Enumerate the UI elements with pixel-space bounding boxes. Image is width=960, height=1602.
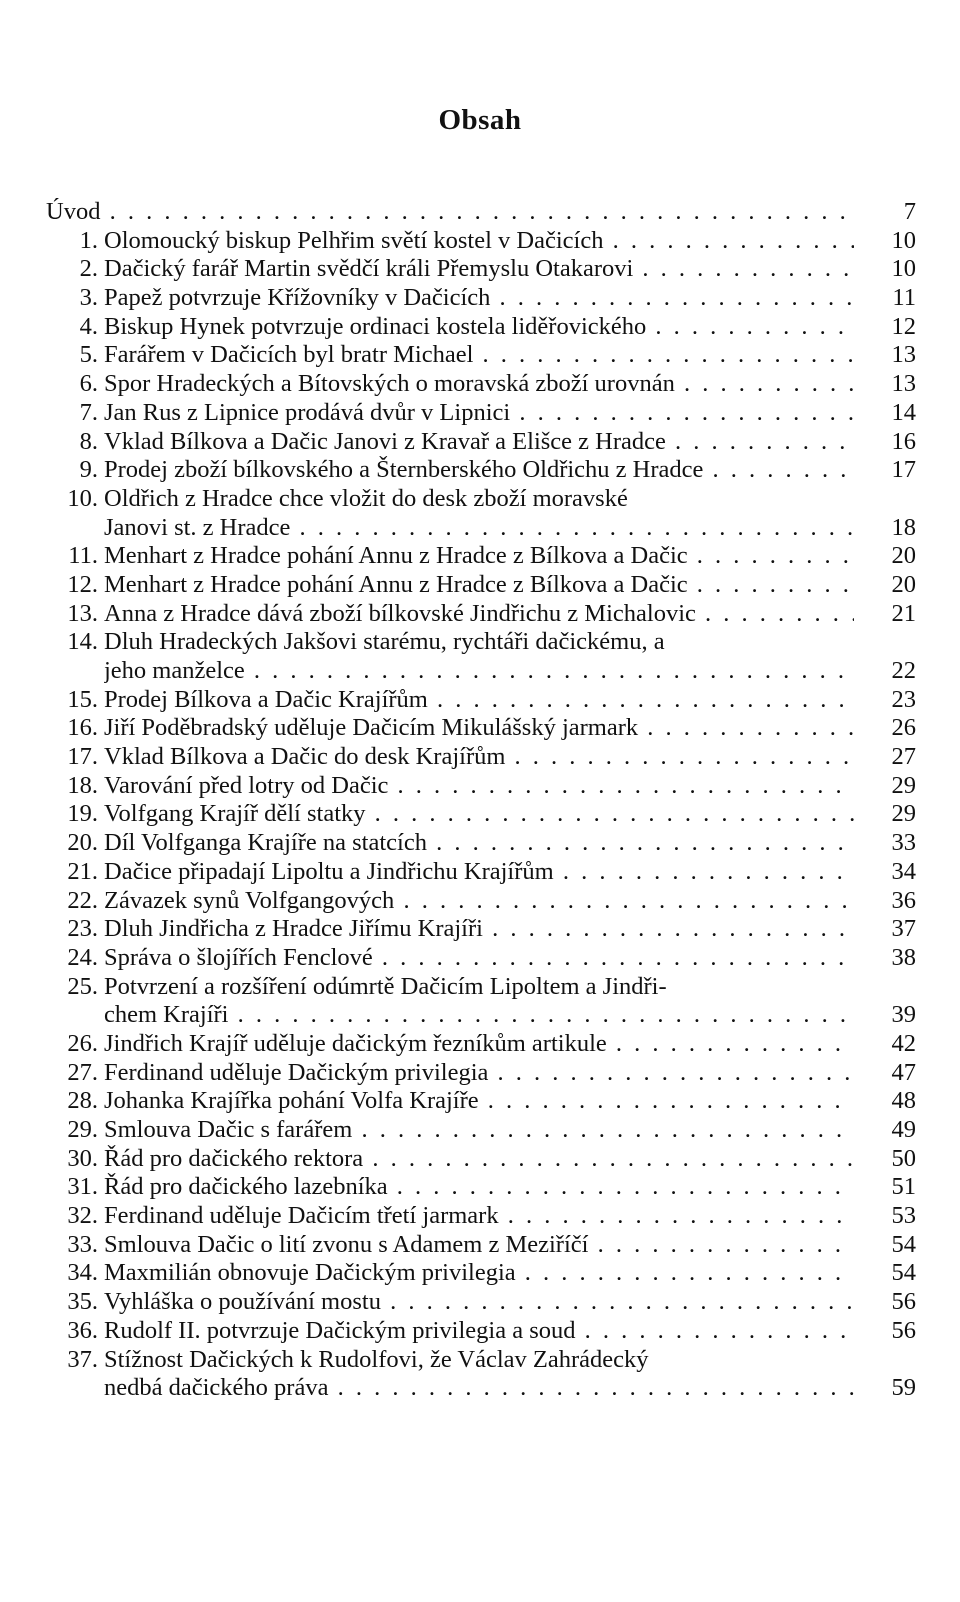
entry-page-number: 29	[891, 771, 916, 799]
entry-page-number: 16	[891, 427, 916, 455]
toc-entry	[46, 686, 916, 715]
entry-number: 12.	[67, 570, 98, 598]
entry-page-number: 13	[891, 370, 916, 398]
toc-entry	[46, 800, 916, 829]
toc-entry	[46, 944, 916, 973]
entry-title: Johanka Krajířka pohání Volfa Krajíře . . .	[104, 1087, 854, 1116]
toc-entry	[46, 1231, 916, 1260]
entry-title: Dluh Jindřicha z Hradce Jiřímu Krajíři . . .	[104, 915, 854, 944]
entry-number: 31.	[67, 1173, 98, 1201]
entry-page-number: 21	[891, 599, 916, 627]
toc-entry	[46, 227, 916, 256]
entry-page-number: 12	[891, 312, 916, 340]
toc-entry	[46, 542, 916, 571]
entry-page-number: 47	[891, 1058, 916, 1086]
entry-number: 21.	[67, 857, 98, 885]
entry-page-number: 54	[891, 1230, 916, 1258]
entry-page-number: 36	[891, 886, 916, 914]
entry-number: 25.	[67, 972, 98, 1000]
entry-number: 3.	[79, 284, 98, 312]
entry-page-number: 17	[891, 456, 916, 484]
entry-title: Smlouva Dačic o lití zvonu s Adamem z Meziříčí . . .	[104, 1231, 854, 1260]
entry-title: Oldřich z Hradce chce vložit do desk zboží moravské	[104, 484, 628, 512]
entry-page-number: 54	[891, 1259, 916, 1287]
entry-title: Díl Volfganga Krajíře na statcích . . .	[104, 829, 854, 858]
entry-title: Anna z Hradce dává zboží bílkovské Jindřichu z Michalovic . . .	[104, 600, 854, 629]
entry-page-number: 49	[891, 1116, 916, 1143]
entry-title: chem Krajíři . . .	[104, 1001, 854, 1030]
entry-number: 17.	[67, 743, 98, 771]
entry-title: Vklad Bílkova a Dačic Janovi z Kravař a Elišce z Hradce . . .	[104, 428, 854, 457]
entry-title: Jan Rus z Lipnice prodává dvůr v Lipnici . . .	[104, 399, 854, 428]
entry-title: Papež potvrzuje Křížovníky v Dačicích . . .	[104, 284, 854, 313]
entry-title: Prodej Bílkova a Dačic Krajířům . . .	[104, 686, 854, 715]
entry-number: 7.	[79, 398, 98, 426]
entry-number: 37.	[67, 1345, 98, 1373]
entry-title: Dačice připadají Lipoltu a Jindřichu Krajířům . . .	[104, 858, 854, 887]
entry-page-number: 39	[891, 1001, 916, 1029]
toc-entry	[46, 255, 916, 284]
toc-entry	[46, 973, 916, 1002]
entry-title: Řád pro dačického lazebníka . . .	[104, 1173, 854, 1202]
toc-entry	[46, 1173, 916, 1202]
entry-title: nedbá dačického práva . . .	[104, 1374, 854, 1403]
entry-number: 6.	[79, 370, 98, 398]
toc-entry	[46, 628, 916, 657]
entry-page-number: 56	[891, 1316, 916, 1344]
toc-entry	[46, 858, 916, 887]
entry-number: 22.	[67, 886, 98, 914]
entry-title: Jiří Poděbradský uděluje Dačicím Mikulášský jarmark . . .	[104, 714, 854, 743]
entry-number: 27.	[67, 1058, 98, 1086]
entry-number: 10.	[67, 484, 98, 512]
entry-page-number: 10	[891, 255, 916, 283]
entry-title: Vyhláška o používání mostu . . .	[104, 1288, 854, 1317]
entry-title: Spor Hradeckých a Bítovských o moravská zboží urovnán . . .	[104, 370, 854, 399]
entry-number: 2.	[79, 255, 98, 283]
entry-number: 4.	[79, 312, 98, 340]
entry-number: 20.	[67, 829, 98, 857]
toc-entry	[46, 428, 916, 457]
entry-number: 36.	[67, 1316, 98, 1344]
entry-page-number: 42	[891, 1029, 916, 1057]
entry-number: 24.	[67, 943, 98, 971]
toc-entry	[46, 341, 916, 370]
entry-title: Závazek synů Volfgangových . . .	[104, 887, 854, 916]
entry-number: 30.	[67, 1144, 98, 1172]
entry-number: 23.	[67, 915, 98, 943]
entry-page-number: 23	[891, 685, 916, 713]
entry-title: Olomoucký biskup Pelhřim světí kostel v Dačicích . . .	[104, 227, 854, 256]
entry-title: Řád pro dačického rektora . . .	[104, 1145, 854, 1174]
entry-title: Stížnost Dačických k Rudolfovi, že Václav Zahrádecký	[104, 1345, 649, 1373]
toc-entry	[46, 1346, 916, 1375]
toc-entry	[46, 743, 916, 772]
toc-entry	[46, 1259, 916, 1288]
toc-entry	[46, 1087, 916, 1116]
entry-title: Farářem v Dačicích byl bratr Michael . . .	[104, 341, 854, 370]
entry-title: Dluh Hradeckých Jakšovi starému, rychtáři dačickému, a	[104, 628, 665, 656]
entry-number: 26.	[67, 1029, 98, 1057]
entry-title: jeho manželce . . .	[104, 657, 854, 686]
page-title: Obsah	[438, 104, 522, 136]
toc-entry	[46, 829, 916, 858]
entry-number: 11.	[68, 542, 98, 570]
entry-page-number: 20	[891, 542, 916, 570]
toc-entry	[46, 657, 916, 686]
entry-number: 18.	[67, 771, 98, 799]
entry-number: 34.	[67, 1259, 98, 1287]
entry-number: 15.	[67, 685, 98, 713]
entry-page-number: 7	[903, 198, 916, 225]
toc-entry	[46, 370, 916, 399]
entry-page-number: 33	[891, 829, 916, 857]
toc-entry	[46, 1202, 916, 1231]
entry-page-number: 56	[891, 1288, 916, 1316]
toc-entry	[46, 571, 916, 600]
entry-title: Menhart z Hradce pohání Annu z Hradce z Bílkova a Dačic . . .	[104, 571, 854, 600]
toc-entry	[46, 1059, 916, 1088]
entry-title: Menhart z Hradce pohání Annu z Hradce z Bílkova a Dačic . . .	[104, 542, 854, 571]
entry-page-number: 51	[891, 1173, 916, 1201]
toc-entry	[46, 1001, 916, 1030]
entry-number: 16.	[67, 714, 98, 742]
table-of-contents	[46, 198, 916, 1403]
entry-title: Ferdinand uděluje Dačicím třetí jarmark . . .	[104, 1202, 854, 1231]
toc-entry	[46, 514, 916, 543]
entry-page-number: 37	[891, 915, 916, 943]
entry-title: Jindřich Krajíř uděluje dačickým řezníkům artikule . . .	[104, 1030, 854, 1059]
entry-page-number: 18	[891, 513, 916, 541]
entry-number: 13.	[67, 599, 98, 627]
toc-entry	[46, 399, 916, 428]
entry-title: Ferdinand uděluje Dačickým privilegia . . .	[104, 1059, 854, 1088]
entry-number: 35.	[67, 1288, 98, 1316]
toc-entry	[46, 1145, 916, 1174]
entry-title: Prodej zboží bílkovského a Šternberského Oldřichu z Hradce . . .	[104, 456, 854, 485]
entry-page-number: 26	[891, 714, 916, 742]
toc-entry	[46, 1317, 916, 1346]
toc-entry	[46, 1030, 916, 1059]
entry-number: 33.	[67, 1230, 98, 1258]
entry-page-number: 59	[891, 1374, 916, 1402]
entry-number: 14.	[67, 628, 98, 656]
entry-title: Biskup Hynek potvrzuje ordinaci kostela liděřovického . . .	[104, 313, 854, 342]
toc-entry	[46, 456, 916, 485]
toc-entry	[46, 485, 916, 514]
entry-page-number: 13	[891, 341, 916, 369]
toc-entry	[46, 284, 916, 313]
entry-title: Správa o šlojířích Fenclové . . .	[104, 944, 854, 973]
entry-title: Rudolf II. potvrzuje Dačickým privilegia a soud . . .	[104, 1317, 854, 1346]
entry-page-number: 11	[892, 284, 916, 312]
toc-entry	[46, 313, 916, 342]
entry-number: 19.	[67, 800, 98, 828]
toc-entry	[46, 1374, 916, 1403]
entry-title: Smlouva Dačic s farářem . . .	[104, 1116, 854, 1145]
entry-number: 9.	[79, 456, 98, 484]
entry-title: Vklad Bílkova a Dačic do desk Krajířům . . .	[104, 743, 854, 772]
entry-page-number: 20	[891, 570, 916, 598]
entry-number: 1.	[79, 226, 98, 254]
entry-number: 32.	[67, 1202, 98, 1230]
entry-number: 28.	[67, 1087, 98, 1115]
entry-page-number: 34	[891, 857, 916, 885]
entry-page-number: 14	[891, 398, 916, 426]
entry-title: Maxmilián obnovuje Dačickým privilegia . . .	[104, 1259, 854, 1288]
entry-page-number: 27	[891, 743, 916, 771]
toc-entry	[46, 198, 916, 227]
entry-page-number: 10	[891, 226, 916, 254]
entry-title: Úvod . . .	[46, 198, 854, 227]
entry-number: 8.	[79, 427, 98, 455]
entry-page-number: 38	[891, 943, 916, 971]
toc-entry	[46, 1116, 916, 1145]
entry-page-number: 50	[891, 1144, 916, 1172]
toc-entry	[46, 1288, 916, 1317]
entry-page-number: 22	[891, 657, 916, 684]
entry-title: Varování před lotry od Dačic . . .	[104, 772, 854, 801]
entry-number: 29.	[67, 1116, 98, 1143]
entry-page-number: 53	[891, 1202, 916, 1230]
entry-number: 5.	[79, 341, 98, 369]
toc-entry	[46, 714, 916, 743]
toc-entry	[46, 600, 916, 629]
entry-page-number: 29	[891, 800, 916, 828]
entry-page-number: 48	[891, 1087, 916, 1115]
toc-entry	[46, 887, 916, 916]
entry-title: Volfgang Krajíř dělí statky . . .	[104, 800, 854, 829]
toc-entry	[46, 915, 916, 944]
entry-title: Potvrzení a rozšíření odúmrtě Dačicím Lipoltem a Jindři-	[104, 972, 667, 1000]
entry-title: Janovi st. z Hradce . . .	[104, 514, 854, 543]
toc-entry	[46, 772, 916, 801]
entry-title: Dačický farář Martin svědčí králi Přemyslu Otakarovi . . .	[104, 255, 854, 284]
